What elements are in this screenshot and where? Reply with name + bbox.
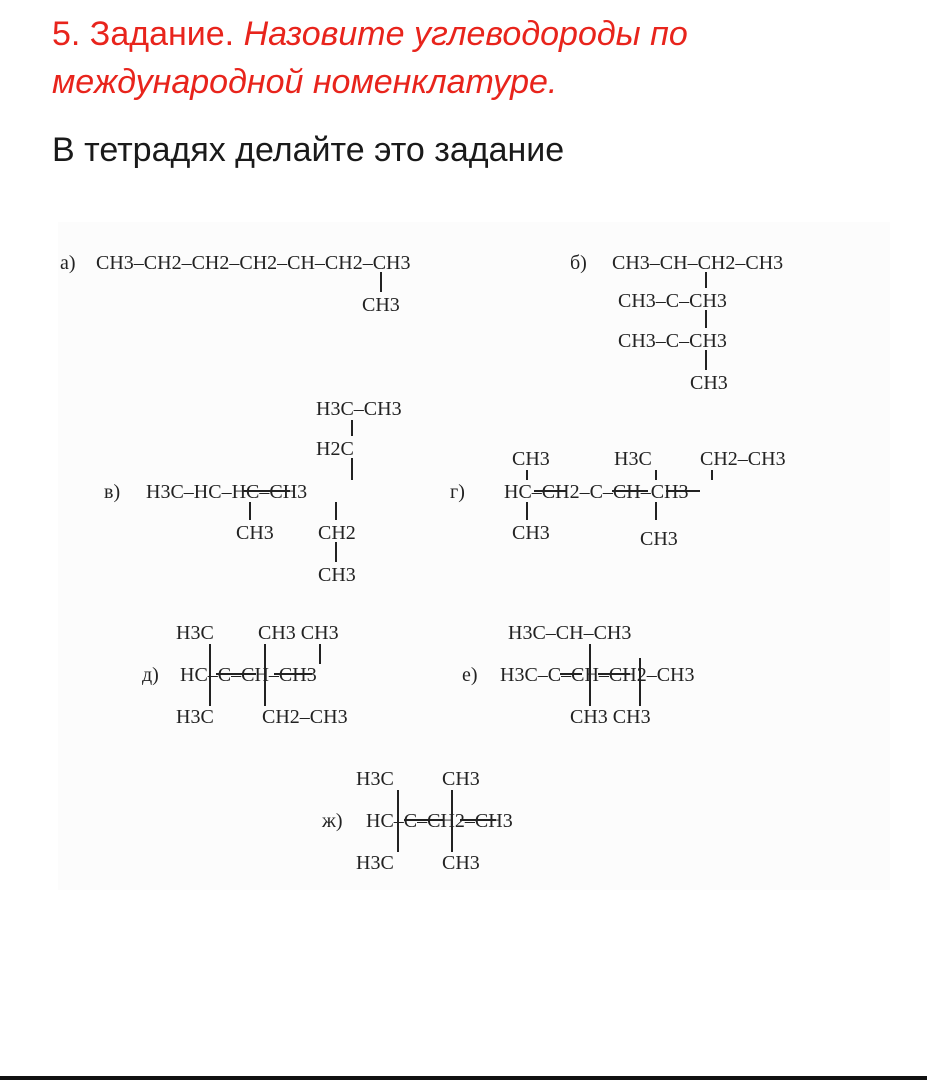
formula-g-top1: CH3 [512, 448, 550, 470]
task-number: 5. Задание. [52, 15, 235, 53]
formula-v-branch1: CH3 [236, 522, 274, 544]
formula-v-label: в) [104, 481, 121, 503]
formula-v-top2: H2C [316, 438, 354, 460]
formula-zh-top1: H3C [356, 768, 394, 790]
formula-a-main-chain: CH3–CH2–CH2–CH2–CH–CH2–CH3 [96, 252, 411, 274]
formula-zh-bottom1: H3C [356, 852, 394, 874]
formula-zh-top2: CH3 [442, 768, 480, 790]
formula-d-top1: H3C [176, 622, 214, 644]
formula-e-main-chain: H3C–C–CH–CH2–CH3 [500, 664, 695, 686]
formula-e-bottom: CH3 CH3 [570, 706, 651, 728]
formula-v-top1: H3C–CH3 [316, 398, 402, 420]
formula-zh-main-chain: HC–C–CH2–CH3 [366, 810, 513, 832]
formula-e-top: H3C–CH–CH3 [508, 622, 632, 644]
formula-a-branch: CH3 [362, 294, 400, 316]
formula-d-main-chain: HC–C–CH–CH3 [180, 664, 317, 686]
formula-a-label: а) [60, 252, 76, 274]
task-title: Назовите углеводороды по международной номенклатуре. [52, 15, 688, 101]
formula-b-label: б) [570, 252, 587, 274]
formula-g-top2: H3C [614, 448, 652, 470]
formula-g-label: г) [450, 481, 465, 503]
formula-e-label: е) [462, 664, 478, 686]
bottom-edge-bar [0, 1076, 927, 1080]
instruction-text: В тетрадях делайте это задание [52, 131, 565, 169]
formula-b-main-chain: CH3–CH–CH2–CH3 [612, 252, 784, 274]
formula-v-branch3: CH3 [318, 564, 356, 586]
formula-v-branch2: CH2 [318, 522, 356, 544]
formula-zh-label: ж) [322, 810, 343, 832]
formula-d-bottom2: CH2–CH3 [262, 706, 348, 728]
formula-g-main-chain: HC–CH2–C–CH–CH3 [504, 481, 689, 503]
formula-g-bottom2: CH3 [640, 528, 678, 550]
formula-d-label: д) [142, 664, 159, 686]
formula-b-row2: CH3–C–CH3 [618, 290, 727, 312]
formula-d-top2: CH3 CH3 [258, 622, 339, 644]
formula-g-bottom1: CH3 [512, 522, 550, 544]
formula-g-top3: CH2–CH3 [700, 448, 786, 470]
formula-d-bottom1: H3C [176, 706, 214, 728]
formula-v-main-chain: H3C–HC–HC–CH3 [146, 481, 308, 503]
formula-b-row3: CH3–C–CH3 [618, 330, 727, 352]
formula-b-row4: CH3 [690, 372, 728, 394]
formula-zh-bottom2: CH3 [442, 852, 480, 874]
